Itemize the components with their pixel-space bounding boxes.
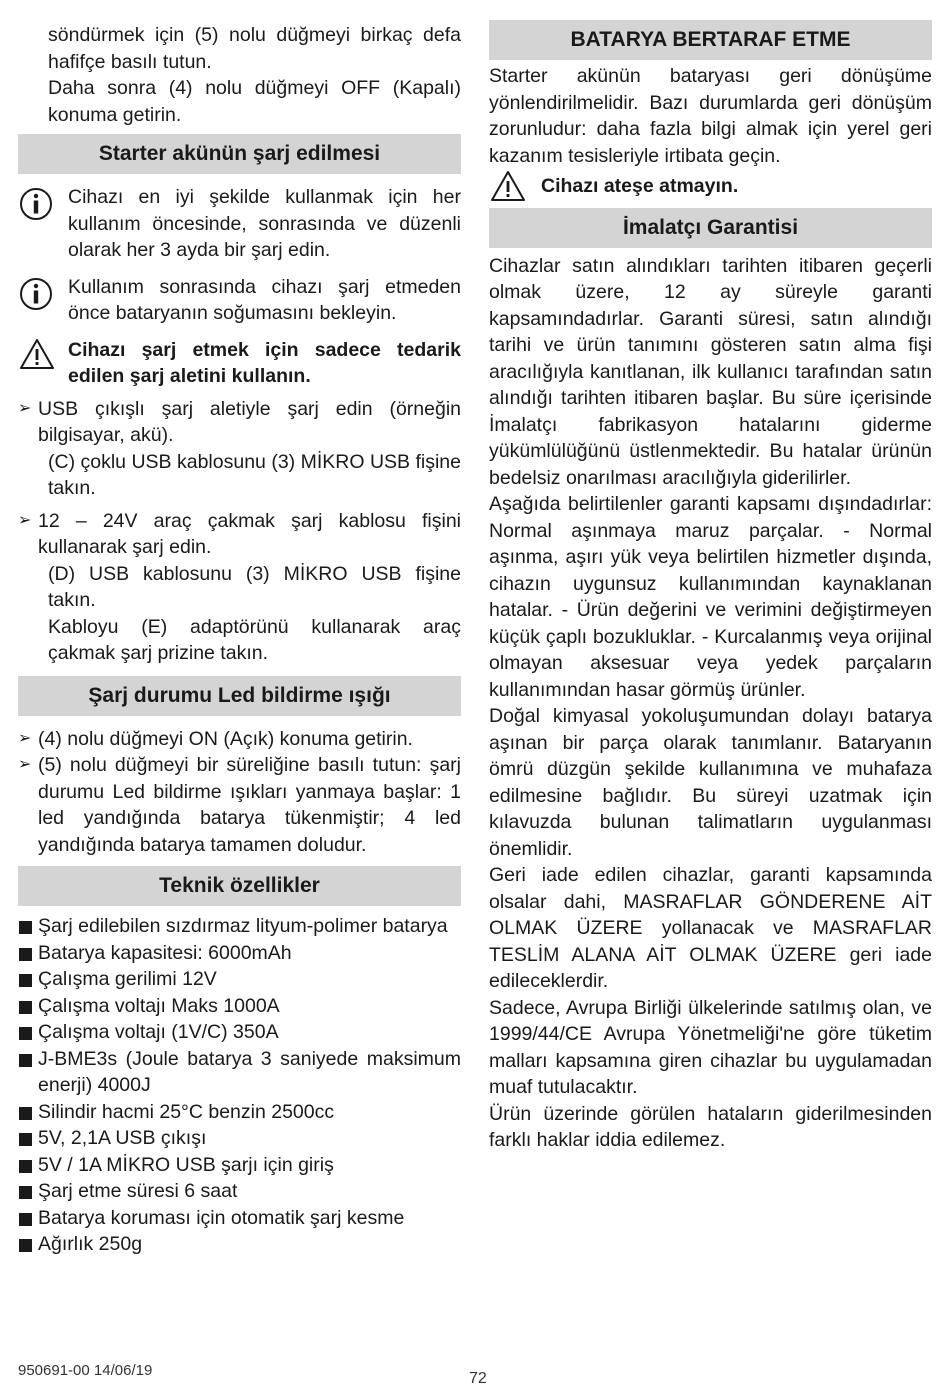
square-bullet-icon	[19, 1133, 32, 1146]
section-header-specs: Teknik özellikler	[18, 866, 461, 906]
spec-item: Çalışma gerilimi 12V	[18, 966, 461, 993]
bullet-usb-charge	[18, 396, 461, 449]
info-icon	[18, 276, 54, 312]
left-column	[18, 0, 461, 1258]
info-icon	[18, 186, 54, 222]
document-code: 950691-00 14/06/19	[18, 1362, 153, 1379]
bullet-car-charge-text: 12 – 24V araç çakmak şarj kablosu fişini kullanarak şarj edin.	[38, 509, 461, 558]
warranty-paragraph-1: Cihazlar satın alındıkları tarihten itibaren geçerli olmak üzere, 12 ay süreyle garanti kapsamındadırlar. Garanti süresi, satın alındığı tarihi ve ürün tanımını gösteren satın alma fişi aracılığıyla kanıtlanan, ilk kullanıcı tarafından satın alındığı tarihten itibaren başlar. Bu süre içerisinde İmalatçı fabrikasyon hatalarını giderme yükümlülüğünü üstlenmektedir. Bu hatalar ürünün bedelsiz onarılması aracılığıyla giderilirler.	[489, 254, 932, 489]
warning-note-fire	[489, 173, 932, 200]
warranty-paragraph-5: Sadece, Avrupa Birliği ülkelerinde satılmış olan, ve 1999/44/CE Avrupa Yönetmeliği'ne göre tüketim malları kapsamına giren cihazlar bu uygulamadan muaf tutulacaktır.	[489, 996, 932, 1098]
warning-note-charger-text: Cihazı şarj etmek için sadece tedarik edilen şarj aletini kullanın.	[68, 338, 461, 387]
square-bullet-icon	[19, 1054, 32, 1067]
spec-item: 5V / 1A MİKRO USB şarjı için giriş	[18, 1152, 461, 1179]
bullet-led-2	[18, 752, 461, 858]
warranty-paragraph-2: Aşağıda belirtilenler garanti kapsamı dışındadırlar: Normal aşınmaya maruz parçalar. - Normal aşınma, aşırı yük veya belirtilen hizmetler dışında, cihazın uygunsuz kullanımından kaynaklanan hatalar. - Ürün değerini ve verimini değiştirmeyen küçük çaplı bozukluklar. - Kurcalanmış veya orijinal olmayan aksesuar veya yedek parçaların kullanımından hasar görmüş ürünler.	[489, 493, 932, 701]
section-header-disposal: BATARYA BERTARAF ETME	[489, 20, 932, 60]
intro-paragraph-1: söndürmek için (5) nolu düğmeyi birkaç defa hafifçe basılı tutun.	[48, 24, 461, 73]
section-header-led: Şarj durumu Led bildirme ışığı	[18, 676, 461, 716]
spec-item: Şarj edilebilen sızdırmaz lityum-polimer batarya	[18, 913, 461, 940]
square-bullet-icon	[19, 921, 32, 934]
square-bullet-icon	[19, 1186, 32, 1199]
spec-item: Batarya kapasitesi: 6000mAh	[18, 940, 461, 967]
warranty-paragraph-3: Doğal kimyasal yokoluşumundan dolayı batarya aşınan bir parça olarak tanımlanır. Bataryanın ömrü düzgün şekilde kullanımına ve muhafaza edilmesine bağlıdır. Bu süreyi uzatmak için kılavuzda bulunan talimatların uygulanması önemlidir.	[489, 705, 932, 860]
spec-item: Şarj etme süresi 6 saat	[18, 1178, 461, 1205]
spec-list	[18, 913, 461, 1258]
warranty-paragraph-6: Ürün üzerinde görülen hataların giderilmesinden farklı haklar iddia edilemez.	[489, 1102, 932, 1151]
bullet-led-1-text: (4) nolu düğmeyi ON (Açık) konuma getirin.	[38, 727, 413, 750]
arrow-bullet-icon: ➢	[18, 756, 32, 773]
warning-note-charger	[18, 337, 461, 390]
square-bullet-icon	[19, 1160, 32, 1173]
bullet-car-charge	[18, 508, 461, 561]
info-note-2-text: Kullanım sonrasında cihazı şarj etmeden önce bataryanın soğumasını bekleyin.	[68, 275, 461, 324]
bullet-usb-sub-text: (C) çoklu USB kablosunu (3) MİKRO USB fişine takın.	[48, 450, 461, 499]
bullet-usb-sub	[18, 449, 461, 502]
bullet-led-1	[18, 726, 461, 753]
intro-paragraph-2: Daha sonra (4) nolu düğmeyi OFF (Kapalı) konuma getirin.	[48, 77, 461, 126]
right-column	[489, 0, 932, 1154]
warranty-paragraph-4: Geri iade edilen cihazlar, garanti kapsamında olsalar dahi, MASRAFLAR GÖNDERENE AİT OLMAK ÜZERE yollanacak ve MASRAFLAR TESLİM ALANA AİT OLMAK ÜZERE geri iade edileceklerdir.	[489, 864, 932, 992]
spec-item: Batarya koruması için otomatik şarj kesme	[18, 1205, 461, 1232]
square-bullet-icon	[19, 1239, 32, 1252]
spec-item: Çalışma voltajı (1V/C) 350A	[18, 1019, 461, 1046]
bullet-usb-charge-text: USB çıkışlı şarj aletiyle şarj edin (örneğin bilgisayar, akü).	[38, 397, 461, 446]
section-header-warranty: İmalatçı Garantisi	[489, 208, 932, 248]
bullet-car-sub	[18, 561, 461, 667]
arrow-bullet-icon: ➢	[18, 399, 32, 417]
disposal-text: Starter akünün bataryası geri dönüşüme yönlendirilmelidir. Bazı durumlarda geri dönüşüm zorunludur: daha fazla bilgi almak için yerel geri kazanım tesisleriyle irtibata geçin.	[489, 65, 932, 167]
page-number: 72	[469, 1370, 487, 1387]
arrow-bullet-icon: ➢	[18, 729, 32, 747]
spec-item: J-BME3s (Joule batarya 3 saniyede maksimum enerji) 4000J	[18, 1046, 461, 1099]
arrow-bullet-icon: ➢	[18, 511, 32, 529]
square-bullet-icon	[19, 1027, 32, 1040]
info-note-1-text: Cihazı en iyi şekilde kullanmak için her kullanım öncesinde, sonrasında ve düzenli olarak her 3 ayda bir şarj edin.	[68, 186, 461, 261]
bullet-led-2-text: (5) nolu düğmeyi bir süreliğine basılı tutun: şarj durumu Led bildirme ışıkları yanmaya başlar: 1 led yandığında batarya tükenmiştir; 4 led yandığında batarya tamamen doludur.	[38, 754, 461, 856]
spec-item: Ağırlık 250g	[18, 1231, 461, 1258]
square-bullet-icon	[19, 974, 32, 987]
info-note-1	[18, 184, 461, 264]
spec-item: Silindir hacmi 25°C benzin 2500cc	[18, 1099, 461, 1126]
warranty-body	[489, 253, 932, 1154]
bullet-car-sub-text-1: (D) USB kablosunu (3) MİKRO USB fişine takın.	[48, 562, 461, 611]
intro-block	[18, 0, 461, 128]
spec-item: Çalışma voltajı Maks 1000A	[18, 993, 461, 1020]
warning-icon	[18, 337, 56, 371]
warning-note-fire-text: Cihazı ateşe atmayın.	[541, 175, 739, 197]
square-bullet-icon	[19, 1107, 32, 1120]
square-bullet-icon	[19, 948, 32, 961]
warning-icon	[489, 169, 527, 203]
square-bullet-icon	[19, 1213, 32, 1226]
bullet-car-sub-text-2: Kabloyu (E) adaptörünü kullanarak araç çakmak şarj prizine takın.	[48, 615, 461, 664]
square-bullet-icon	[19, 1001, 32, 1014]
info-note-2	[18, 274, 461, 327]
spec-item: 5V, 2,1A USB çıkışı	[18, 1125, 461, 1152]
section-header-charge: Starter akünün şarj edilmesi	[18, 134, 461, 174]
